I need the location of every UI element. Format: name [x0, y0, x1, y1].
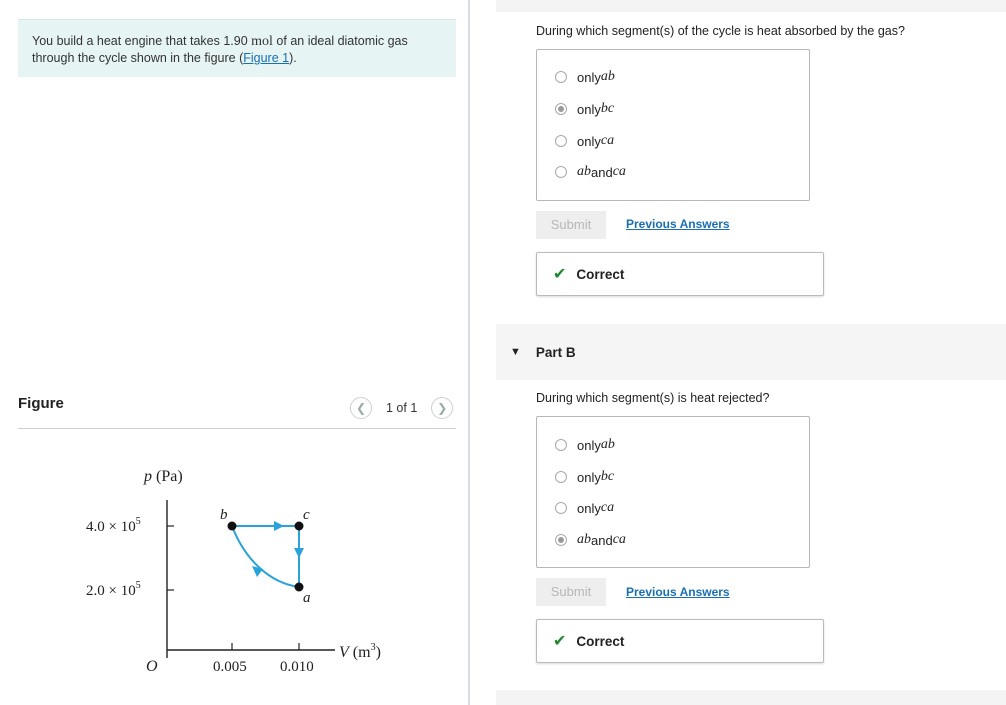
- intro-text-end: ).: [289, 51, 297, 65]
- radio-button[interactable]: [555, 439, 567, 451]
- pager-count: 1 of 1: [386, 401, 418, 415]
- point-c-label: c: [303, 507, 310, 523]
- check-icon: ✔: [553, 266, 567, 283]
- check-icon: ✔: [553, 633, 567, 650]
- part-b-option-ca[interactable]: only ca: [555, 498, 614, 518]
- radio-button-selected[interactable]: [555, 534, 567, 546]
- top-band: [496, 0, 1006, 12]
- point-b-dot: [228, 522, 237, 531]
- arrow-ca: [294, 548, 304, 558]
- bottom-band: [496, 690, 1006, 705]
- part-b-feedback: [536, 619, 824, 663]
- part-b-title: Part B: [535, 344, 576, 360]
- part-a-question: During which segment(s) of the cycle is heat absorbed by the gas?: [536, 24, 905, 38]
- figure-divider: [18, 428, 456, 429]
- part-b-option-ab[interactable]: only ab: [555, 435, 615, 455]
- part-b-option-bc[interactable]: only bc: [555, 467, 614, 487]
- arrow-ab: [252, 566, 263, 577]
- part-a-submit-button[interactable]: Submit: [536, 211, 606, 239]
- pv-diagram: [60, 450, 400, 680]
- radio-button[interactable]: [555, 71, 567, 83]
- part-b-options: [536, 416, 810, 568]
- radio-button[interactable]: [555, 471, 567, 483]
- arrow-bc: [274, 521, 284, 531]
- radio-button[interactable]: [555, 166, 567, 178]
- left-pane: [0, 0, 470, 705]
- intro-unit: mol: [251, 34, 273, 49]
- y-tick-low-label: $2.0 \times 10^5$: [86, 580, 141, 599]
- point-a-label: a: [303, 590, 311, 606]
- p-axis-label: p (Pa): [144, 468, 183, 485]
- part-a-options: [536, 49, 810, 201]
- right-pane: [470, 0, 1006, 705]
- part-b-result: Correct: [576, 633, 625, 649]
- part-b-option-ab-ca[interactable]: ab and ca: [555, 530, 626, 550]
- intro-text-middle: of an ideal diatomic gas through the cycle shown in the figure (: [32, 34, 408, 65]
- x-tick-1-label: 0.005: [213, 659, 247, 675]
- part-a-result: Correct: [576, 266, 625, 282]
- point-b-label: b: [220, 507, 228, 523]
- radio-button[interactable]: [555, 135, 567, 147]
- figure-pager: [350, 397, 453, 419]
- radio-button-selected[interactable]: [555, 103, 567, 115]
- part-b-previous-answers-link[interactable]: Previous Answers: [626, 585, 730, 599]
- part-a-option-bc[interactable]: only bc: [555, 99, 614, 119]
- intro-text-start: You build a heat engine that takes 1.90: [32, 34, 252, 48]
- y-tick-high-label: $4.0 \times 10^5$: [86, 516, 141, 535]
- part-a-option-ab-ca[interactable]: ab and ca: [555, 162, 626, 182]
- radio-button[interactable]: [555, 502, 567, 514]
- x-tick-2-label: 0.010: [280, 659, 314, 675]
- chevron-left-icon[interactable]: ❮: [350, 397, 372, 419]
- segment-ab: [232, 526, 299, 587]
- chevron-right-icon[interactable]: ❯: [431, 397, 453, 419]
- part-a-option-ab[interactable]: only ab: [555, 67, 615, 87]
- v-axis-label: V $(m^3)$: [339, 642, 381, 661]
- caret-down-icon[interactable]: ▼: [510, 346, 521, 358]
- part-a-previous-answers-link[interactable]: Previous Answers: [626, 217, 730, 231]
- problem-intro: [18, 19, 456, 77]
- part-b-question: During which segment(s) is heat rejected?: [536, 391, 770, 405]
- figure-heading: Figure: [18, 395, 64, 412]
- figure-link[interactable]: Figure 1: [243, 51, 290, 65]
- origin-label: O: [146, 658, 158, 675]
- part-a-option-ca[interactable]: only ca: [555, 131, 614, 151]
- part-b-submit-button[interactable]: Submit: [536, 578, 606, 606]
- part-b-header[interactable]: [496, 324, 1006, 380]
- part-a-feedback: [536, 252, 824, 296]
